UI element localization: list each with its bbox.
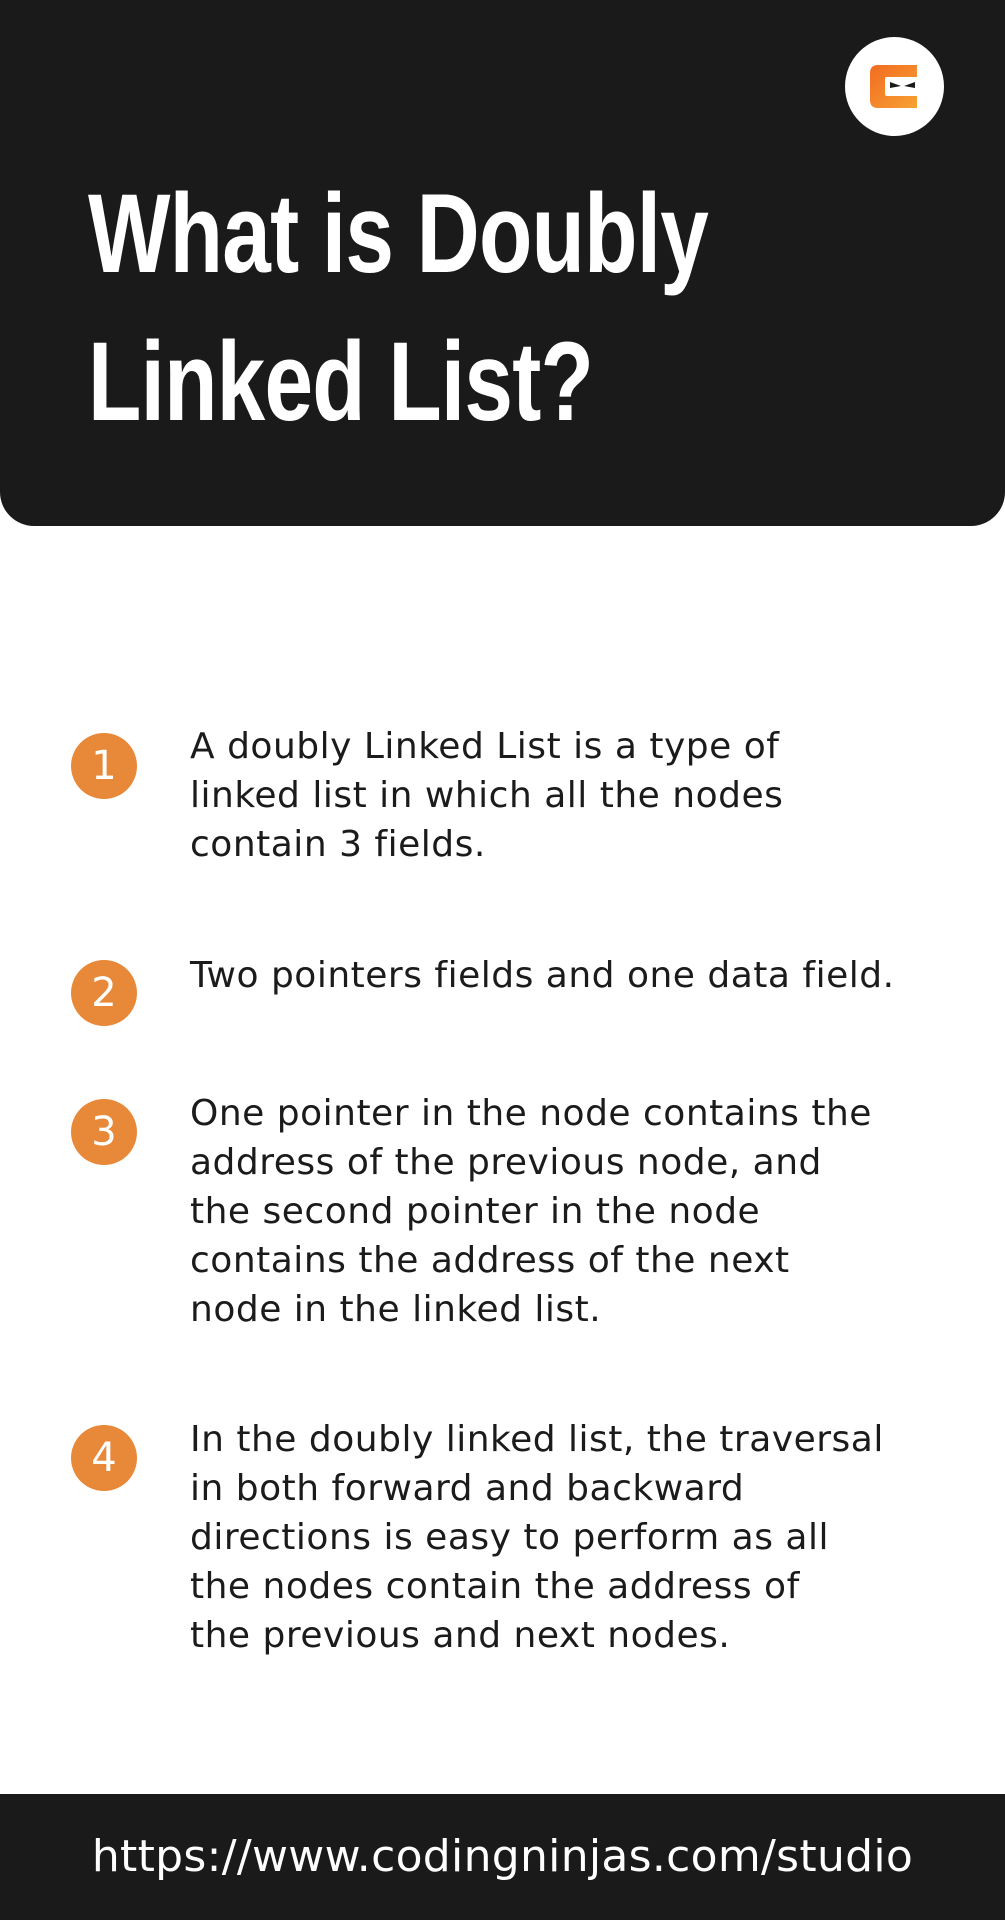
page-title: [88, 160, 759, 456]
title-line-2: Linked List?: [88, 319, 594, 444]
step-badge-3: 3: [71, 1099, 137, 1165]
step-badge-1: 1: [71, 733, 137, 799]
step-text-2: Two pointers fields and one data field.: [190, 955, 895, 996]
title-line-1: What is Doubly: [88, 171, 709, 296]
footer-bar: [0, 1794, 1005, 1920]
step-badge-2: 2: [71, 960, 137, 1026]
coding-ninjas-logo-icon[interactable]: [845, 37, 944, 136]
step-badge-4: 4: [71, 1425, 137, 1491]
footer-url-link[interactable]: https://www.codingninjas.com/studio: [91, 1831, 914, 1882]
step-text-4: In the doubly linked list, the traversal in both forward and backward directions is easy to perform as all the nodes contain the address of the previous and next nodes.: [190, 1419, 884, 1656]
step-text-1: A doubly Linked List is a type of linked list in which all the nodes contain 3 fields.: [190, 726, 784, 865]
header-banner: [0, 0, 1005, 526]
step-text-3: One pointer in the node contains the address of the previous node, and the second pointer in the node contains the address of the next node in the linked list.: [190, 1093, 872, 1330]
